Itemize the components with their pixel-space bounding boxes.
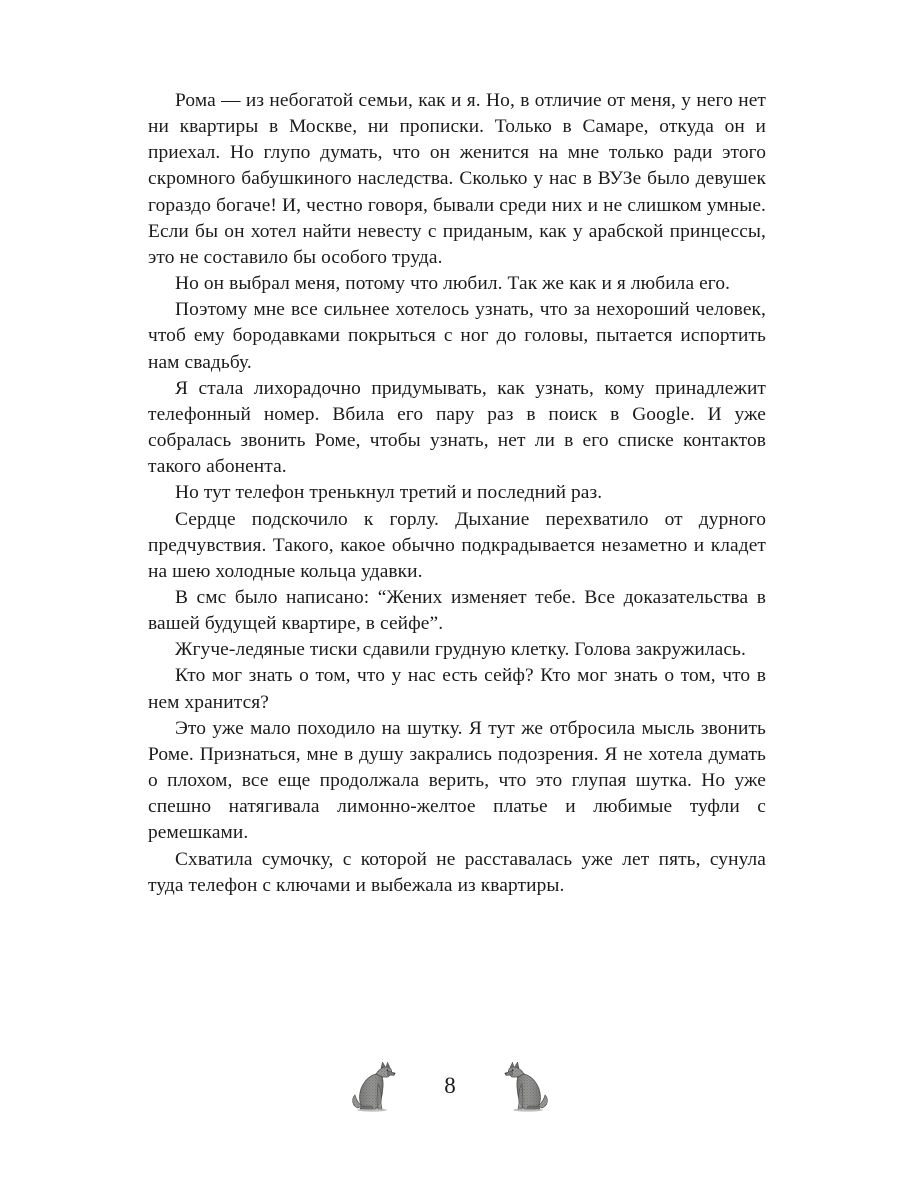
wolf-sitting-icon: [348, 1056, 396, 1116]
paragraph: Кто мог знать о том, что у нас есть сейф? Кто мог знать о том, что в нем хранится?: [148, 665, 766, 713]
page-footer: [0, 1046, 900, 1126]
paragraph: Схватила сумочку, с которой не расставалась уже лет пять, сунула туда телефон с ключами и выбежала из квартиры.: [148, 848, 766, 896]
paragraph: Жгуче-ледяные тиски сдавили грудную клетку. Голова закружилась.: [175, 639, 746, 661]
page-text-block: [148, 88, 766, 899]
paragraph: Рома — из небогатой семьи, как и я. Но, в отличие от меня, у него нет ни квартиры в Москве, ни прописки. Только в Самаре, откуда он и приехал. Но глупо думать, что он женится на мне только ради этого скромного бабушкиного наследства. Сколько у нас в ВУЗе было девушек гораздо богаче! И, честно говоря, бывали среди них и не слишком умные. Если бы он хотел найти невесту с приданым, как у арабской принцессы, это не составило бы особого труда.: [148, 90, 766, 268]
paragraph: Но тут телефон тренькнул третий и последний раз.: [175, 482, 603, 504]
paragraph: Я стала лихорадочно придумывать, как узнать, кому принадлежит телефонный номер. Вбила его пару раз в поиск в Google. И уже собралась звонить Роме, чтобы узнать, нет ли в его списке контактов такого абонента.: [148, 377, 766, 478]
paragraph: Это уже мало походило на шутку. Я тут же отбросила мысль звонить Роме. Признаться, мне в душу закрались подозрения. Я не хотела думать о плохом, все еще продолжала верить, что это глупая шутка. Но уже спешно натягивала лимонно-желтое платье и любимые туфли с ремешками.: [148, 717, 766, 844]
paragraph: Поэтому мне все сильнее хотелось узнать, что за нехороший человек, чтоб ему бородавками покрыться с ног до головы, пытается испортить нам свадьбу.: [148, 299, 766, 373]
paragraph: Сердце подскочило к горлу. Дыхание перехватило от дурного предчувствия. Такого, какое обычно подкрадывается незаметно и кладет на шею холодные кольца удавки.: [148, 508, 766, 582]
wolf-sitting-icon: [504, 1056, 552, 1116]
page-number: 8: [444, 1072, 456, 1098]
paragraph: В смс было написано: “Жених изменяет тебе. Все доказательства в вашей будущей квартире, в сейфе”.: [148, 586, 766, 635]
paragraph: Но он выбрал меня, потому что любил. Так же как и я любила его.: [175, 273, 731, 295]
